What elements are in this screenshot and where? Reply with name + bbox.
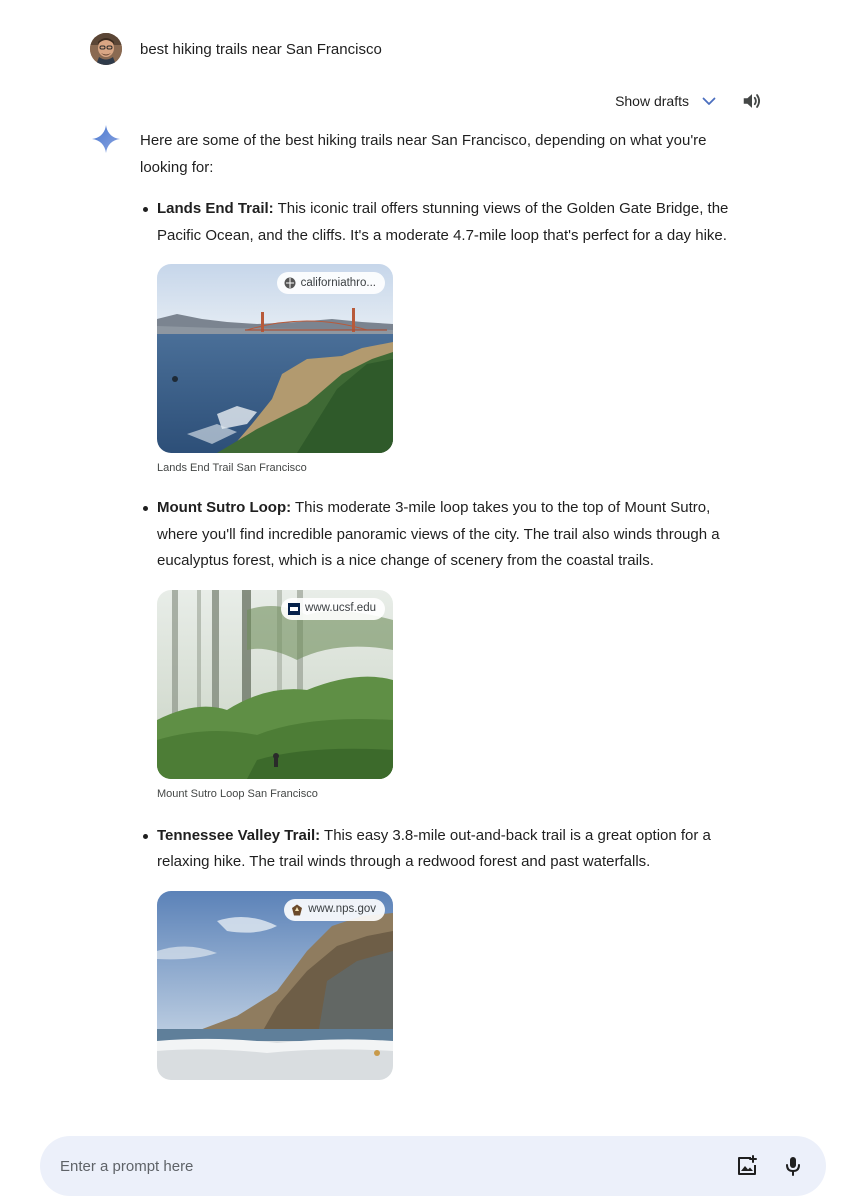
gemini-spark-icon bbox=[91, 124, 121, 154]
source-chip[interactable] bbox=[281, 598, 385, 620]
list-item bbox=[140, 495, 730, 801]
image-caption: Lands End Trail San Francisco bbox=[157, 462, 307, 474]
trail-description: This easy 3.8-mile out-and-back trail is a great option for a relaxing hike. The trail winds through a redwood forest and past waterfalls. bbox=[157, 826, 711, 870]
trail-name: Mount Sutro Loop: bbox=[157, 499, 292, 516]
trail-description: This moderate 3-mile loop takes you to the top of Mount Sutro, where you'll find incredible panoramic views of the city. The trail also winds through a eucalyptus forest, which is a nice change of scenery from the coastal trails. bbox=[157, 499, 720, 569]
response-intro: Here are some of the best hiking trails near San Francisco, depending on what you're looking for: bbox=[140, 132, 707, 176]
user-avatar[interactable] bbox=[90, 33, 122, 65]
add-image-button[interactable] bbox=[734, 1153, 760, 1179]
site-favicon-icon bbox=[288, 603, 300, 615]
trail-name: Tennessee Valley Trail: bbox=[157, 826, 321, 844]
mount-sutro-photo[interactable] bbox=[157, 590, 393, 779]
prompt-input[interactable] bbox=[60, 1158, 714, 1175]
trail-list bbox=[140, 196, 730, 1080]
add-image-icon bbox=[736, 1155, 758, 1177]
user-query bbox=[90, 33, 382, 65]
tennessee-valley-photo[interactable] bbox=[157, 891, 393, 1080]
spacer bbox=[140, 801, 730, 823]
image-caption: Mount Sutro Loop San Francisco bbox=[157, 787, 318, 800]
source-label: californiathro... bbox=[300, 276, 376, 289]
trail-figure bbox=[157, 264, 393, 475]
spacer bbox=[140, 475, 730, 495]
site-favicon-icon bbox=[284, 277, 296, 289]
lands-end-photo[interactable] bbox=[157, 264, 393, 453]
nps-arrowhead-icon bbox=[291, 904, 303, 916]
list-item bbox=[140, 196, 730, 475]
source-label: www.nps.gov bbox=[308, 903, 376, 916]
trail-figure bbox=[157, 590, 393, 801]
microphone-button[interactable] bbox=[780, 1153, 806, 1179]
microphone-icon bbox=[782, 1155, 804, 1177]
show-drafts-label: Show drafts bbox=[615, 93, 689, 109]
trail-description: This iconic trail offers stunning views of the Golden Gate Bridge, the Pacific Ocean, and the cliffs. It's a moderate 4.7-mile loop that's perfect for a day hike. bbox=[157, 200, 729, 244]
source-label: www.ucsf.edu bbox=[305, 602, 376, 615]
response-body bbox=[140, 128, 730, 1088]
speaker-icon[interactable] bbox=[741, 90, 763, 112]
source-chip[interactable] bbox=[284, 899, 385, 921]
query-text: best hiking trails near San Francisco bbox=[140, 40, 382, 58]
trail-name: Lands End Trail: bbox=[157, 200, 274, 217]
show-drafts-button[interactable] bbox=[615, 93, 717, 109]
response-toolbar bbox=[615, 90, 763, 112]
source-chip[interactable] bbox=[277, 272, 385, 294]
prompt-bar bbox=[40, 1136, 826, 1196]
list-item bbox=[140, 823, 730, 1080]
chevron-down-icon bbox=[701, 93, 717, 109]
trail-figure bbox=[157, 891, 393, 1080]
